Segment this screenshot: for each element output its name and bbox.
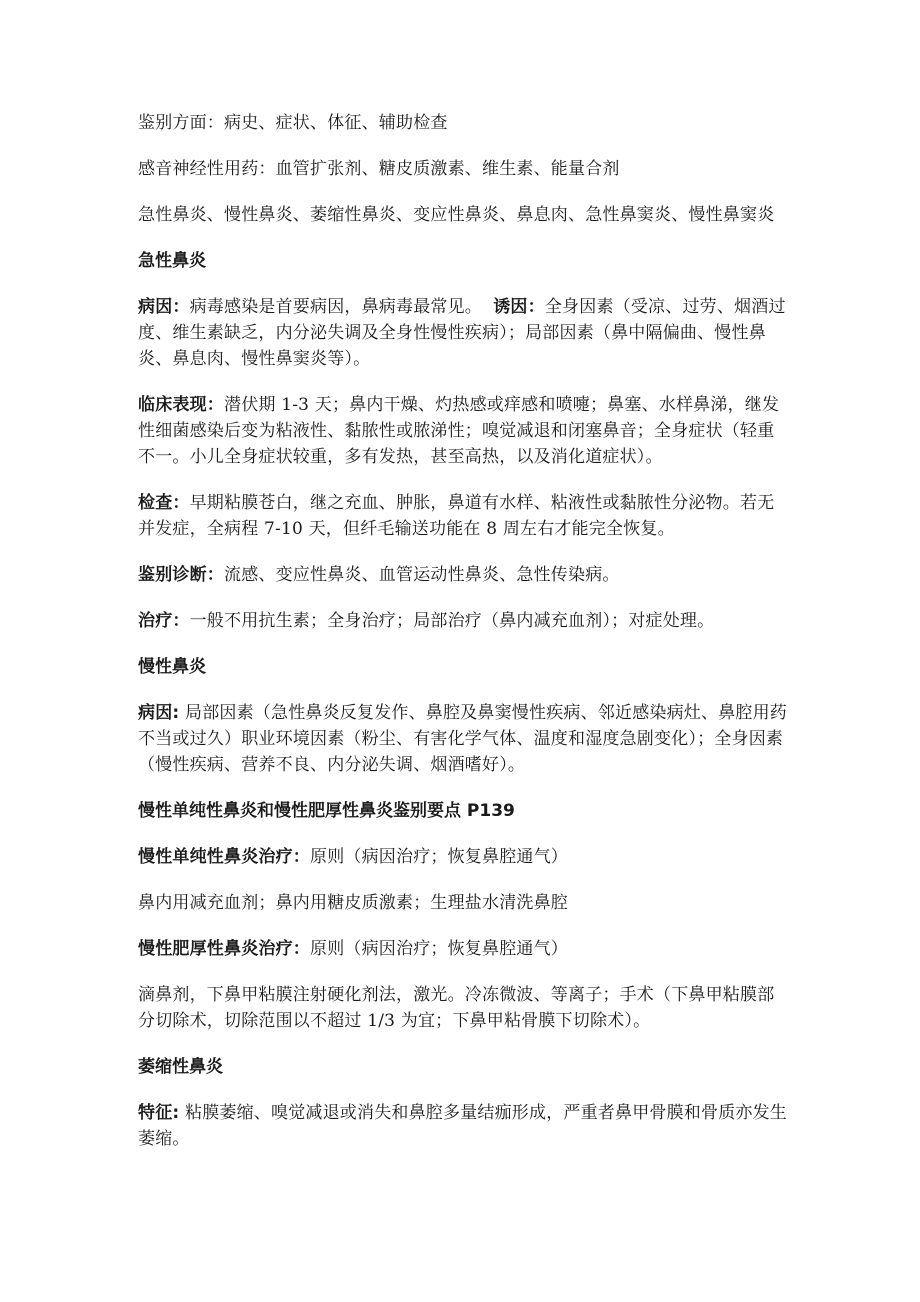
heading-acute-rhinitis: 急性鼻炎 bbox=[138, 251, 206, 271]
label-cause: 病因: bbox=[138, 703, 180, 723]
label-hypertrophic-treatment: 慢性肥厚性鼻炎治疗： bbox=[138, 939, 310, 959]
label-features: 特征: bbox=[138, 1103, 180, 1123]
paragraph-chronic-cause: 病因: 局部因素（急性鼻炎反复发作、鼻腔及鼻窦慢性疾病、邻近感染病灶、鼻腔用药不当或过久）职业环境因素（粉尘、有害化学气体、温度和湿度急剧变化）；全身因素（慢性疾病、营养不良、内分泌失调、烟酒嗜好）。 bbox=[138, 703, 788, 775]
document-page bbox=[138, 110, 788, 1172]
label-clinical: 临床表现： bbox=[138, 395, 224, 415]
label-trigger: 诱因： bbox=[493, 297, 545, 317]
label-cause: 病因： bbox=[138, 297, 190, 317]
paragraph-acute-clinical: 临床表现：潜伏期 1-3 天；鼻内干燥、灼热感或痒感和喷嚏；鼻塞、水样鼻涕，继发性细菌感染后变为粘液性、黏脓性或脓涕性；嗅觉减退和闭塞鼻音；全身症状（轻重不一。小儿全身症状较重，多有发热，甚至高热，以及消化道症状）。 bbox=[138, 395, 780, 467]
paragraph-simple-treatment: 慢性单纯性鼻炎治疗：原则（病因治疗；恢复鼻腔通气） bbox=[138, 847, 568, 867]
paragraph-acute-treatment: 治疗：一般不用抗生素；全身治疗；局部治疗（鼻内减充血剂）；对症处理。 bbox=[138, 611, 715, 631]
paragraph-acute-cause: 病因：病毒感染是首要病因，鼻病毒最常见。 诱因：全身因素（受凉、过劳、烟酒过度、维生素缺乏，内分泌失调及全身性慢性疾病）；局部因素（鼻中隔偏曲、慢性鼻炎、鼻息肉、慢性鼻窦炎等）。 bbox=[138, 297, 786, 369]
paragraph-rhinitis-list: 急性鼻炎、慢性鼻炎、萎缩性鼻炎、变应性鼻炎、鼻息肉、急性鼻窦炎、慢性鼻窦炎 bbox=[138, 205, 775, 225]
label-treatment: 治疗： bbox=[138, 611, 190, 631]
label-exam: 检查： bbox=[138, 493, 190, 513]
label-simple-treatment: 慢性单纯性鼻炎治疗： bbox=[138, 847, 310, 867]
paragraph-differential-aspects: 鉴别方面：病史、症状、体征、辅助检查 bbox=[138, 113, 448, 133]
heading-chronic-differential: 慢性单纯性鼻炎和慢性肥厚性鼻炎鉴别要点 P139 bbox=[138, 801, 515, 821]
paragraph-acute-exam: 检查：早期粘膜苍白，继之充血、肿胀，鼻道有水样、粘液性或黏脓性分泌物。若无并发症，全病程 7-10 天，但纤毛输送功能在 8 周左右才能完全恢复。 bbox=[138, 493, 775, 539]
label-differential: 鉴别诊断： bbox=[138, 565, 224, 585]
paragraph-hypertrophic-treatment-detail: 滴鼻剂，下鼻甲粘膜注射硬化剂法，激光。冷冻微波、等离子；手术（下鼻甲粘膜部分切除术，切除范围以不超过 1/3 为宜；下鼻甲粘骨膜下切除术）。 bbox=[138, 985, 775, 1031]
paragraph-simple-treatment-detail: 鼻内用减充血剂；鼻内用糖皮质激素；生理盐水清洗鼻腔 bbox=[138, 893, 568, 913]
paragraph-atrophic-features: 特征: 粘膜萎缩、嗅觉减退或消失和鼻腔多量结痂形成，严重者鼻甲骨膜和骨质亦发生萎缩。 bbox=[138, 1103, 788, 1149]
heading-chronic-rhinitis: 慢性鼻炎 bbox=[138, 657, 206, 677]
heading-atrophic-rhinitis: 萎缩性鼻炎 bbox=[138, 1057, 223, 1077]
paragraph-sensorineural-drugs: 感音神经性用药：血管扩张剂、糖皮质激素、维生素、能量合剂 bbox=[138, 159, 620, 179]
paragraph-hypertrophic-treatment: 慢性肥厚性鼻炎治疗：原则（病因治疗；恢复鼻腔通气） bbox=[138, 939, 568, 959]
paragraph-acute-differential: 鉴别诊断：流感、变应性鼻炎、血管运动性鼻炎、急性传染病。 bbox=[138, 565, 620, 585]
